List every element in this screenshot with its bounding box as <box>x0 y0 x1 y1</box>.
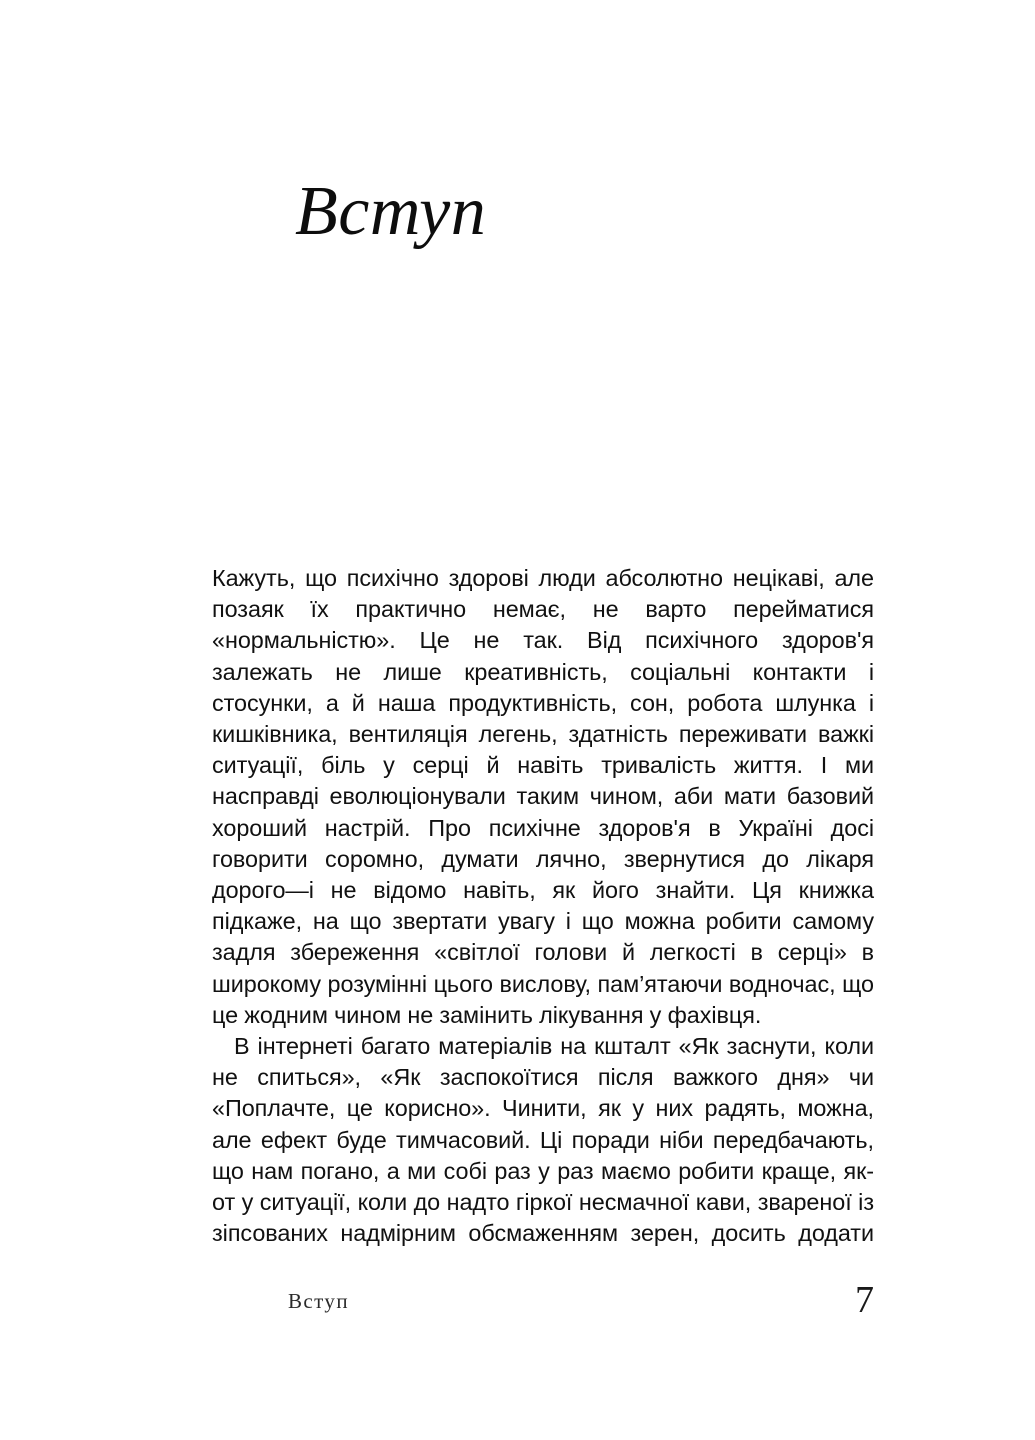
footer-running-head: Вступ <box>288 1289 349 1313</box>
page-title: Вступ <box>295 172 487 250</box>
body-paragraph: В інтернеті багато матеріалів на кшталт «Як заснути, коли не спиться», «Як заспокоїтися після важкого дня» чи «Поплачте, це корисно». Чинити, як у них радять, можна, але ефект буде тимчасовий. Ці поради ніби передбачають, що нам погано, а ми собі раз у раз маємо робити краще, як-от у ситуації, коли до надто гіркої несмачної кави, звареної із зіпсованих надмірним обсмаженням зерен, досить додати <box>212 1033 874 1247</box>
body-paragraph: Кажуть, що психічно здорові люди абсолютно нецікаві, але позаяк їх практично немає, не варто перейматися «нормальністю». Це не так. Від психічного здоров'я залежать не лише креативність, соціальні контакти і стосунки, а й наша продуктивність, сон, робота шлунка і кишківника, вентиляція легень, здатність переживати важкі ситуації, біль у серці й навіть тривалість життя. І ми насправді еволюціонували таким чином, аби мати базовий хороший настрій. Про психічне здоров'я в Україні досі говорити соромно, думати лячно, звернутися до лікаря дорого—і не відомо навіть, як його знайти. Ця книжка підкаже, на що звертати увагу і що можна робити самому задля збереження «світлої голови й легкості в серці» в широкому розумінні цього вислову, пам’ятаючи водночас, що це жодним чином не замінить лікування у фахівця. <box>212 565 874 1028</box>
page-footer <box>212 1279 874 1330</box>
page-number: 7 <box>855 1279 874 1321</box>
body-text-block <box>212 563 874 1281</box>
